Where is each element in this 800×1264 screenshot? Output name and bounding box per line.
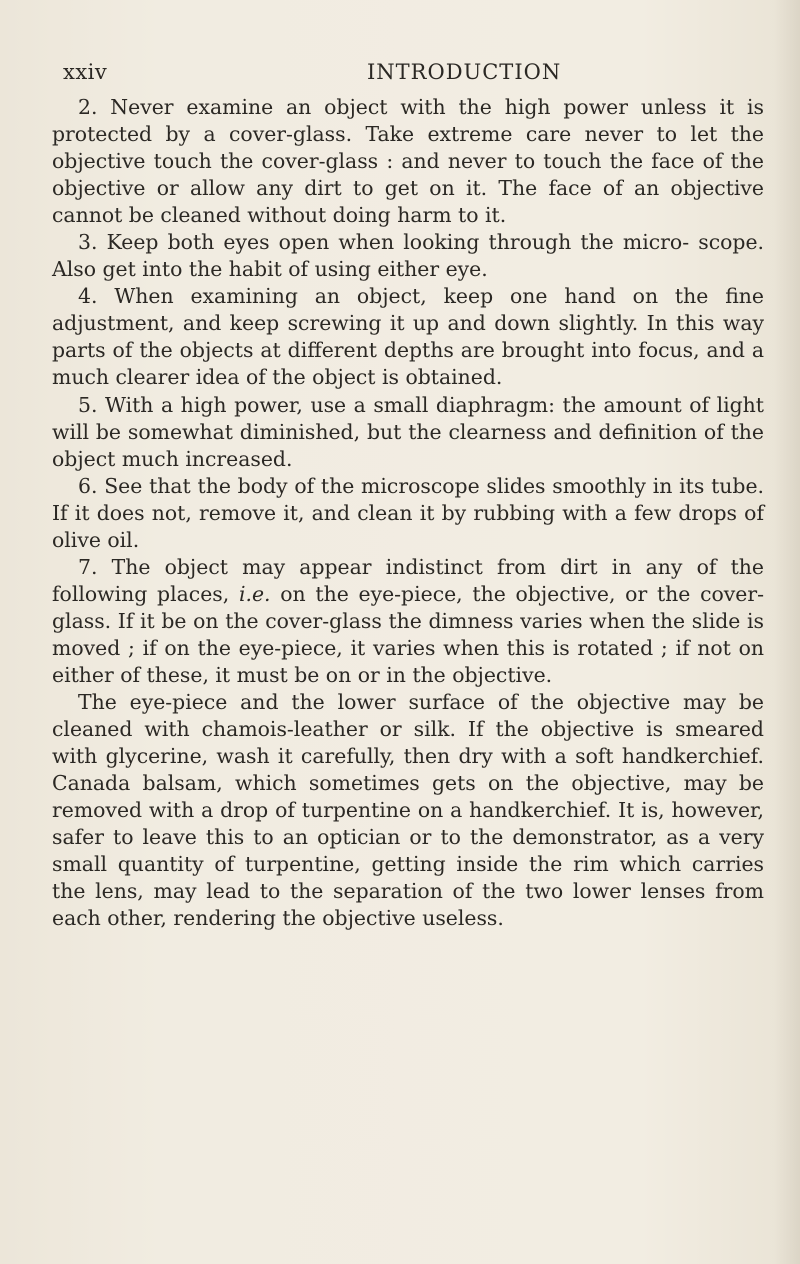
paragraph-7-start: 7. The object may appear indistinct from dirt in any of the following places, (52, 554, 764, 606)
paragraph-4: 4. When examining an object, keep one hand on the fine adjustment, and keep screwing it up and down slightly. In this way parts of the objects at different depths are brought into focus, and a much clearer idea of the object is obtained. (52, 284, 764, 390)
paragraph-7-end: on the eye-piece, the objective, or the cover-glass. If it be on the cover-glass the dimness varies when the slide is moved ; if on the eye-piece, it varies when this is rotated ; if not on either of these, it must be on or in the objective. (52, 581, 764, 687)
paragraph-5: 5. With a high power, use a small diaphragm: the amount of light will be somewhat diminished, but the clearness and definition of the object much increased. (52, 392, 764, 471)
page-header (0, 60, 800, 90)
page-edge-shadow (774, 0, 800, 1264)
paragraph-7-italic: i.e. (238, 581, 271, 606)
page-number: xxiv (63, 60, 108, 84)
paragraph-3: 3. Keep both eyes open when looking through the micro- scope. Also get into the habit of using either eye. (52, 230, 764, 282)
paragraph-7 (52, 554, 764, 689)
paragraph-2: 2. Never examine an object with the high power unless it is protected by a cover-glass. Take extreme care never to let the objective touch the cover-glass : and never to touch the face of the objective or allow any dirt to get on it. The face of an objective cannot be cleaned without doing harm to it. (52, 95, 764, 228)
body-text (52, 94, 764, 932)
paragraph-cleaning: The eye-piece and the lower surface of the objective may be cleaned with chamois-leather or silk. If the objective is smeared with glycerine, wash it carefully, then dry with a soft handkerchief. Canada balsam, which sometimes gets on the objective, may be removed with a drop of turpentine on a handkerchief. It is, however, safer to leave this to an optician or to the demonstrator, as a very small quantity of turpentine, getting inside the rim which carries the lens, may lead to the separation of the two lower lenses from each other, rendering the objective useless. (52, 690, 764, 931)
running-head: INTRODUCTION (367, 60, 562, 84)
paragraph-6: 6. See that the body of the microscope slides smoothly in its tube. If it does not, remove it, and clean it by rubbing with a few drops of olive oil. (52, 473, 764, 552)
